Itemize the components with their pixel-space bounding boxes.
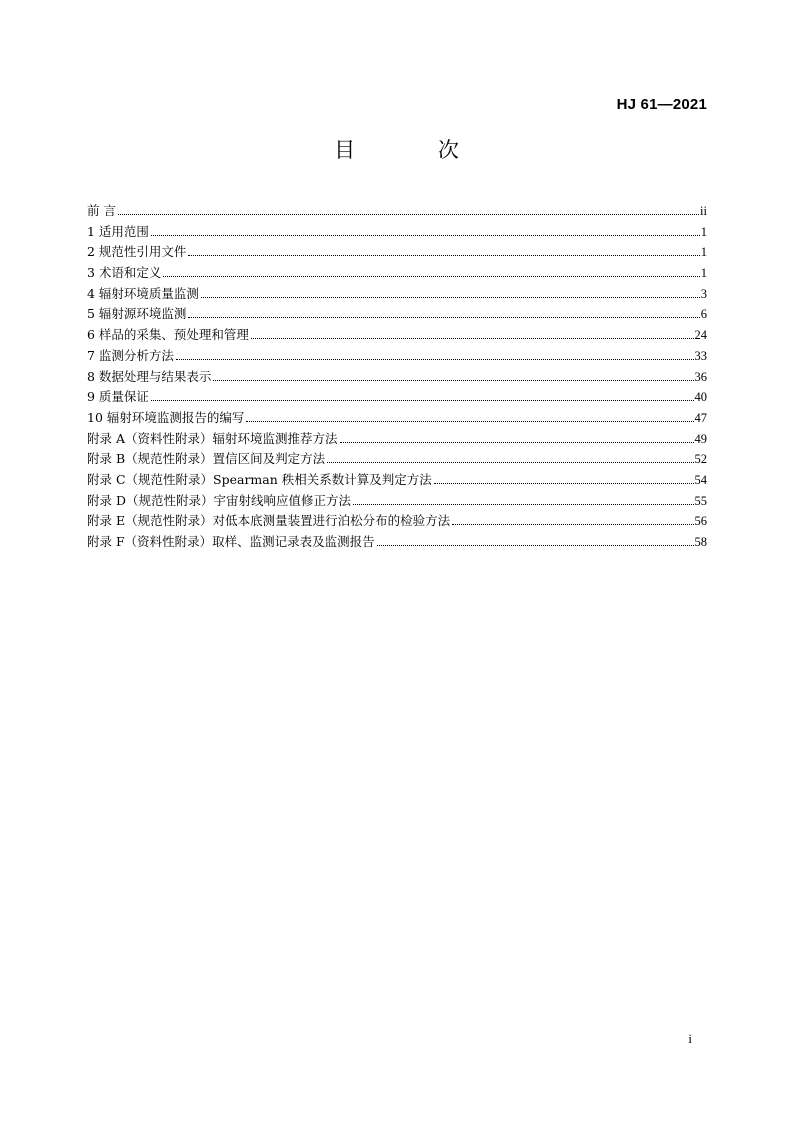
toc-dot-leader <box>353 504 694 505</box>
toc-dot-leader <box>176 359 694 360</box>
toc-entry-label: 8 数据处理与结果表示 <box>87 368 212 384</box>
toc-entry-page: 1 <box>700 224 707 239</box>
toc-entry[interactable] <box>87 325 707 346</box>
toc-entry-page: 52 <box>694 452 707 467</box>
toc-dot-leader <box>434 483 694 484</box>
toc-entry-label: 附录 D（规范性附录）宇宙射线响应值修正方法 <box>87 492 351 508</box>
toc-entry-label: 4 辐射环境质量监测 <box>87 285 199 301</box>
toc-entry-page: 40 <box>694 390 707 405</box>
toc-entry[interactable] <box>87 511 707 532</box>
toc-entry-label: 3 术语和定义 <box>87 265 162 281</box>
toc-dot-leader <box>151 235 700 236</box>
toc-entry-page: 56 <box>694 514 707 529</box>
toc-dot-leader <box>163 276 699 277</box>
toc-dot-leader <box>251 338 694 339</box>
toc-entry-label: 6 样品的采集、预处理和管理 <box>87 327 249 343</box>
toc-dot-leader <box>327 462 693 463</box>
toc-title: 目 次 <box>334 138 497 162</box>
toc-dot-leader <box>452 524 693 525</box>
toc-entry-page: 58 <box>694 535 707 549</box>
toc-entry-label: 1 适用范围 <box>87 223 149 239</box>
toc-entry[interactable] <box>87 367 707 388</box>
toc-entry-label: 附录 E（规范性附录）对低本底测量装置进行泊松分布的检验方法 <box>87 513 451 529</box>
toc-entry-label: 7 监测分析方法 <box>87 347 174 363</box>
toc-entry-page: 55 <box>694 493 707 508</box>
toc-dot-leader <box>118 214 699 215</box>
toc-entry-page: 3 <box>700 286 707 301</box>
toc-dot-leader <box>188 317 699 318</box>
toc-entry-page: ii <box>700 204 707 218</box>
toc-entry-label: 2 规范性引用文件 <box>87 244 187 260</box>
toc-entry-page: 36 <box>694 369 707 384</box>
table-of-contents <box>87 201 707 553</box>
toc-entry-label: 5 辐射源环境监测 <box>87 306 187 322</box>
toc-entry-page: 47 <box>694 410 707 425</box>
standard-code: HJ 61—2021 <box>616 96 707 113</box>
toc-entry-label: 前 言 <box>87 203 116 218</box>
toc-entry[interactable] <box>87 470 707 491</box>
toc-dot-leader <box>151 400 694 401</box>
toc-entry-label: 附录 A（资料性附录）辐射环境监测推荐方法 <box>87 430 338 446</box>
toc-entry[interactable] <box>87 346 707 367</box>
toc-entry[interactable] <box>87 304 707 325</box>
toc-entry[interactable] <box>87 242 707 263</box>
toc-entry-label: 附录 F（资料性附录）取样、监测记录表及监测报告 <box>87 534 375 549</box>
toc-entry-page: 1 <box>700 266 707 281</box>
toc-entry[interactable] <box>87 408 707 429</box>
toc-entry-label: 附录 C（规范性附录）Spearman 秩相关系数计算及判定方法 <box>87 471 432 487</box>
toc-dot-leader <box>213 380 693 381</box>
page-number: i <box>688 1031 692 1046</box>
toc-dot-leader <box>340 442 694 443</box>
toc-entry[interactable] <box>87 222 707 243</box>
toc-entry-label: 10 辐射环境监测报告的编写 <box>87 409 245 425</box>
toc-dot-leader <box>246 421 693 422</box>
toc-dot-leader <box>377 545 694 546</box>
toc-entry[interactable] <box>87 201 707 222</box>
toc-entry-page: 1 <box>700 245 707 260</box>
toc-entry[interactable] <box>87 429 707 450</box>
toc-entry[interactable] <box>87 387 707 408</box>
toc-entry[interactable] <box>87 532 707 553</box>
toc-entry-label: 附录 B（规范性附录）置信区间及判定方法 <box>87 451 326 467</box>
toc-entry[interactable] <box>87 263 707 284</box>
toc-entry[interactable] <box>87 449 707 470</box>
toc-entry[interactable] <box>87 491 707 512</box>
toc-entry-page: 33 <box>694 348 707 363</box>
toc-entry-page: 54 <box>694 472 707 487</box>
toc-dot-leader <box>188 255 699 256</box>
toc-entry[interactable] <box>87 284 707 305</box>
toc-dot-leader <box>201 297 700 298</box>
toc-entry-page: 24 <box>694 328 707 343</box>
toc-entry-label: 9 质量保证 <box>87 389 149 405</box>
toc-entry-page: 6 <box>700 307 707 322</box>
toc-entry-page: 49 <box>694 431 707 446</box>
